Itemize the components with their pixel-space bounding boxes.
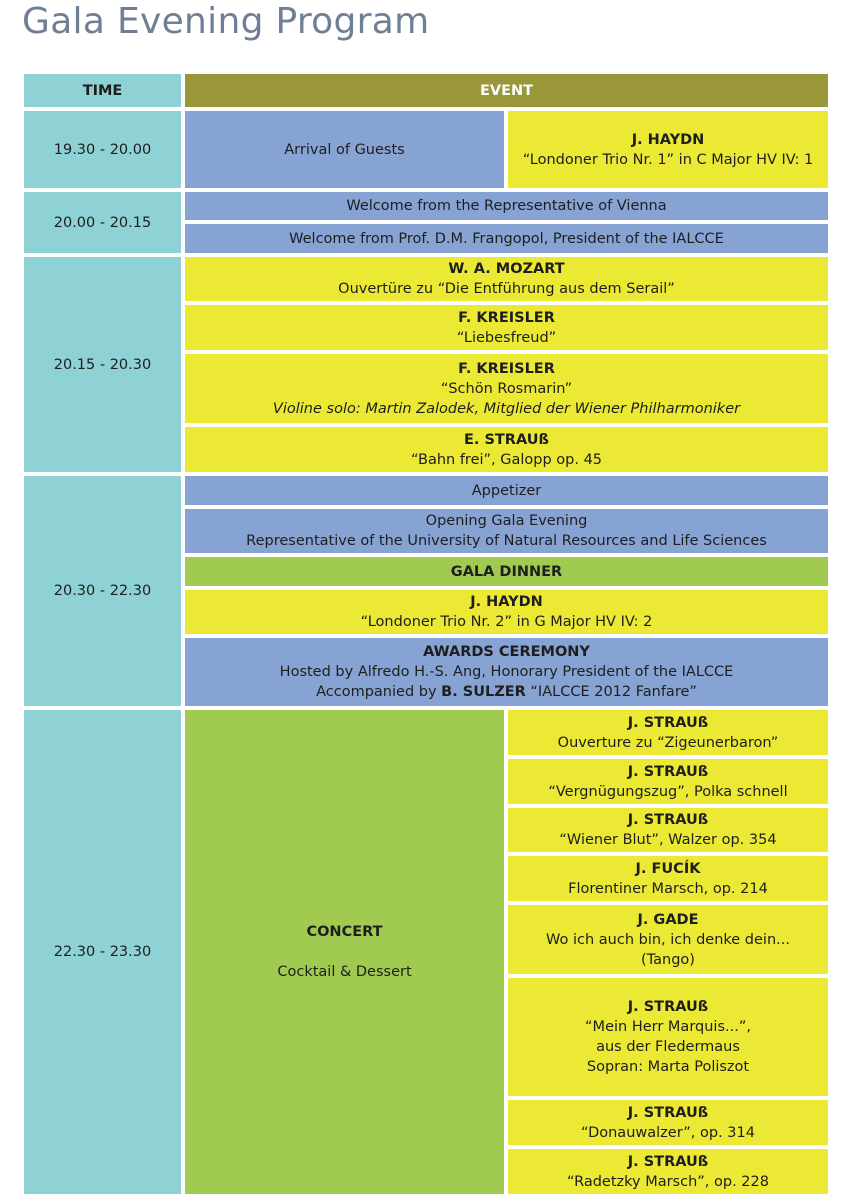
work-title: “Donauwalzer”, op. 314 [581,1124,755,1141]
work-note: (Tango) [641,951,695,968]
composer-name: J. HAYDN [470,594,543,610]
concert-piece [508,1149,828,1194]
time-slot-label: 20.15 - 20.30 [53,356,152,373]
composer-name: J. STRAUß [627,999,709,1015]
concert-piece [508,710,828,755]
event-appetizer [185,476,828,505]
time-slot-4 [24,476,181,706]
event-concert [185,710,504,1194]
awards-host: Hosted by Alfredo H.-S. Ang, Honorary President of the IALCCE [279,664,734,680]
event-arrival-label: Arrival of Guests [284,141,405,158]
event-haydn-trio-1 [508,111,828,188]
header-time [24,74,181,107]
work-title: “Schön Rosmarin” [440,380,573,397]
composer-name: J. STRAUß [627,763,709,780]
awards-title: AWARDS CEREMONY [423,644,590,660]
composer-name: J. FUCÍK [635,860,701,877]
concert-label: CONCERT [306,924,383,940]
header-time-label: TIME [82,82,123,99]
composer-name: F. KREISLER [458,309,555,326]
time-slot-2 [24,192,181,253]
event-strauss-bahn-frei [185,427,828,472]
event-arrival [185,111,504,188]
concert-piece [508,759,828,804]
composer-name: J. GADE [637,911,699,928]
page-title: Gala Evening Program [22,1,430,42]
concert-piece [508,978,828,1096]
work-title: Ouvertüre zu “Die Entführung aus dem Serail” [338,281,675,297]
composer-name: F. KREISLER [458,360,555,377]
composer-name: J. STRAUß [627,714,709,731]
event-gala-dinner-label: GALA DINNER [450,563,563,580]
event-welcome-vienna-label: Welcome from the Representative of Vienna [346,198,667,214]
composer-name: E. STRAUß [464,431,549,448]
concert-piece [508,856,828,901]
composer-name: J. STRAUß [627,1153,709,1170]
work-title: “Liebesfreud” [456,329,557,346]
event-opening-gala [185,509,828,553]
time-slot-label: 22.30 - 23.30 [53,944,152,960]
time-slot-3 [24,257,181,472]
time-slot-label: 20.30 - 22.30 [53,583,152,599]
time-slot-label: 19.30 - 20.00 [53,141,152,158]
event-welcome-vienna [185,192,828,220]
header-event-label: EVENT [479,82,534,99]
work-title: “Mein Herr Marquis...”, [585,1019,751,1035]
awards-acc-prefix: Accompanied by [316,684,442,700]
event-opening-line-1: Opening Gala Evening [425,513,588,529]
work-title: Wo ich auch bin, ich denke dein... [546,931,790,948]
work-title: Ouverture zu “Zigeunerbaron” [557,734,779,751]
event-appetizer-label: Appetizer [471,482,542,499]
event-kreisler-liebesfreud [185,305,828,350]
event-mozart [185,257,828,301]
event-welcome-frangopol [185,224,828,253]
time-slot-1 [24,111,181,188]
event-awards-ceremony [185,638,828,706]
work-title: “Londoner Trio Nr. 1” in C Major HV IV: 1 [522,151,814,168]
event-kreisler-rosmarin [185,354,828,423]
event-haydn-trio-2 [185,590,828,634]
event-gala-dinner [185,557,828,586]
concert-subtitle: Cocktail & Dessert [277,964,412,980]
awards-accompaniment [316,682,697,702]
soloist-note: Violine solo: Martin Zalodek, Mitglied der Wiener Philharmoniker [272,400,741,417]
composer-name: J. HAYDN [631,131,705,148]
time-slot-5 [24,710,181,1194]
event-opening-line-2: Representative of the University of Natural Resources and Life Sciences [246,533,767,549]
work-title: “Londoner Trio Nr. 2” in G Major HV IV: 2 [360,614,653,630]
composer-name: J. STRAUß [627,1104,709,1121]
work-source: aus der Fledermaus [596,1039,740,1055]
event-welcome-frangopol-label: Welcome from Prof. D.M. Frangopol, President of the IALCCE [289,230,724,247]
concert-piece [508,1100,828,1145]
work-title: “Vergnügungszug”, Polka schnell [548,783,788,800]
composer-name: W. A. MOZART [448,261,565,277]
work-title: “Bahn frei”, Galopp op. 45 [410,451,603,468]
awards-acc-composer: B. SULZER [441,684,526,700]
composer-name: J. STRAUß [627,812,709,828]
work-title: Florentiner Marsch, op. 214 [568,880,768,897]
concert-piece [508,808,828,852]
header-event [185,74,828,107]
concert-piece [508,905,828,974]
awards-acc-work: “IALCCE 2012 Fanfare” [525,684,697,700]
time-slot-label: 20.00 - 20.15 [53,214,152,231]
work-note: Sopran: Marta Poliszot [586,1059,750,1075]
work-title: “Radetzky Marsch”, op. 228 [567,1173,769,1190]
work-title: “Wiener Blut”, Walzer op. 354 [559,832,777,848]
